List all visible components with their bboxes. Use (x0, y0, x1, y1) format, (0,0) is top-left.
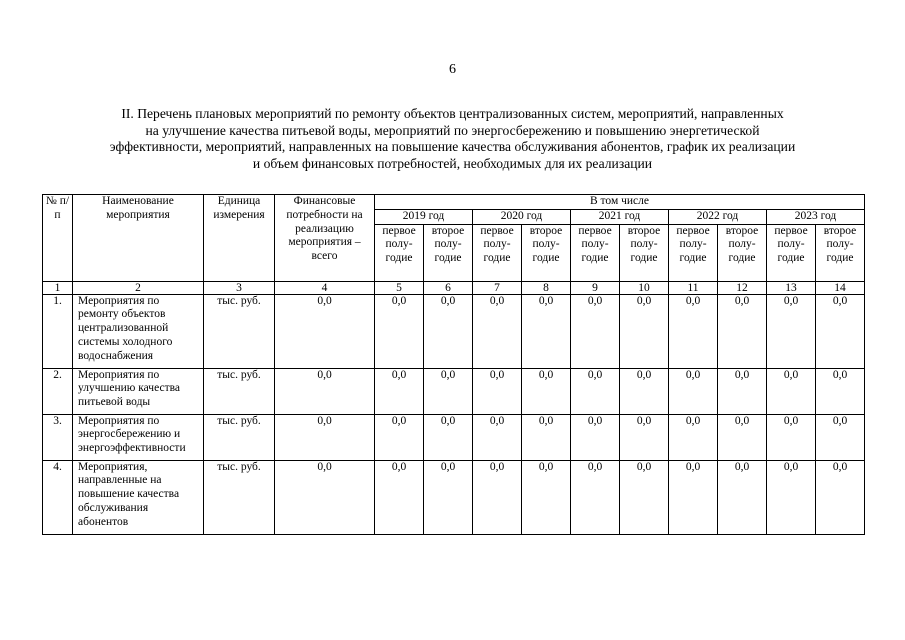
title-line: эффективности, мероприятий, направленных на повышение качества обслуживания абонентов, график их реализации (109, 139, 796, 154)
row-value: 0,0 (275, 414, 375, 460)
header-half-first: первое полу-годие (473, 224, 522, 281)
column-number: 11 (669, 281, 718, 294)
row-unit: тыс. руб. (204, 460, 275, 534)
row-unit: тыс. руб. (204, 294, 275, 368)
column-number: 13 (767, 281, 816, 294)
row-value: 0,0 (375, 368, 424, 414)
header-half-second: второе полу-годие (816, 224, 865, 281)
column-number: 2 (73, 281, 204, 294)
header-num: № п/п (43, 195, 73, 282)
row-value: 0,0 (767, 460, 816, 534)
header-year: 2020 год (473, 209, 571, 224)
title-line: на улучшение качества питьевой воды, мероприятий по энергосбережению и повышению энергетической (145, 122, 760, 138)
row-value: 0,0 (718, 460, 767, 534)
row-value: 0,0 (275, 460, 375, 534)
header-year: 2023 год (767, 209, 865, 224)
row-value: 0,0 (424, 294, 473, 368)
row-value: 0,0 (571, 460, 620, 534)
row-value: 0,0 (767, 368, 816, 414)
header-year: 2019 год (375, 209, 473, 224)
column-number: 12 (718, 281, 767, 294)
column-number: 10 (620, 281, 669, 294)
title-line: и объем финансовых потребностей, необходимых для их реализации (252, 155, 653, 171)
row-value: 0,0 (571, 414, 620, 460)
title-line: II. Перечень плановых мероприятий по ремонту объектов централизованных систем, мероприятий, направленных (121, 106, 784, 121)
row-value: 0,0 (375, 294, 424, 368)
row-value: 0,0 (424, 414, 473, 460)
row-number: 4. (43, 460, 73, 534)
row-value: 0,0 (620, 460, 669, 534)
row-value: 0,0 (473, 460, 522, 534)
header-half-first: первое полу-годие (571, 224, 620, 281)
row-value: 0,0 (571, 294, 620, 368)
column-number: 6 (424, 281, 473, 294)
row-value: 0,0 (424, 368, 473, 414)
row-name: Мероприятия по улучшению качества питьевой воды (73, 368, 204, 414)
row-value: 0,0 (718, 414, 767, 460)
header-finance: Финансовые потребности на реализацию мероприятия – всего (275, 195, 375, 282)
row-value: 0,0 (718, 368, 767, 414)
row-value: 0,0 (522, 414, 571, 460)
row-value: 0,0 (275, 368, 375, 414)
row-value: 0,0 (816, 460, 865, 534)
row-value: 0,0 (473, 414, 522, 460)
row-value: 0,0 (473, 368, 522, 414)
plan-table (42, 194, 865, 535)
row-number: 1. (43, 294, 73, 368)
row-value: 0,0 (669, 460, 718, 534)
row-value: 0,0 (816, 294, 865, 368)
row-value: 0,0 (620, 294, 669, 368)
row-name: Мероприятия, направленные на повышение качества обслуживания абонентов (73, 460, 204, 534)
row-value: 0,0 (767, 414, 816, 460)
header-half-second: второе полу-годие (424, 224, 473, 281)
row-name: Мероприятия по ремонту объектов централизованной системы холодного водоснабжения (73, 294, 204, 368)
row-value: 0,0 (473, 294, 522, 368)
row-value: 0,0 (275, 294, 375, 368)
column-number: 14 (816, 281, 865, 294)
column-number: 1 (43, 281, 73, 294)
column-number: 3 (204, 281, 275, 294)
row-value: 0,0 (816, 414, 865, 460)
column-number: 5 (375, 281, 424, 294)
row-unit: тыс. руб. (204, 368, 275, 414)
table-row (43, 414, 865, 460)
header-year: 2021 год (571, 209, 669, 224)
row-number: 3. (43, 414, 73, 460)
row-value: 0,0 (522, 294, 571, 368)
table-row (43, 294, 865, 368)
column-number: 8 (522, 281, 571, 294)
row-value: 0,0 (424, 460, 473, 534)
row-value: 0,0 (669, 414, 718, 460)
document-title (40, 106, 865, 172)
row-value: 0,0 (522, 460, 571, 534)
table-row (43, 368, 865, 414)
header-unit: Единица измерения (204, 195, 275, 282)
row-value: 0,0 (718, 294, 767, 368)
row-value: 0,0 (816, 368, 865, 414)
header-including: В том числе (375, 195, 865, 210)
row-value: 0,0 (620, 368, 669, 414)
row-number: 2. (43, 368, 73, 414)
header-half-first: первое полу-годие (767, 224, 816, 281)
row-value: 0,0 (767, 294, 816, 368)
page-number: 6 (449, 62, 456, 77)
row-value: 0,0 (375, 414, 424, 460)
column-number: 7 (473, 281, 522, 294)
column-number: 4 (275, 281, 375, 294)
header-half-second: второе полу-годие (718, 224, 767, 281)
table-row (43, 460, 865, 534)
header-half-first: первое полу-годие (669, 224, 718, 281)
header-name: Наименование мероприятия (73, 195, 204, 282)
row-value: 0,0 (620, 414, 669, 460)
row-value: 0,0 (669, 368, 718, 414)
row-value: 0,0 (522, 368, 571, 414)
row-value: 0,0 (669, 294, 718, 368)
header-half-second: второе полу-годие (522, 224, 571, 281)
row-value: 0,0 (375, 460, 424, 534)
row-name: Мероприятия по энергосбережению и энергоэффективности (73, 414, 204, 460)
header-year: 2022 год (669, 209, 767, 224)
row-value: 0,0 (571, 368, 620, 414)
header-half-first: первое полу-годие (375, 224, 424, 281)
column-number: 9 (571, 281, 620, 294)
header-half-second: второе полу-годие (620, 224, 669, 281)
row-unit: тыс. руб. (204, 414, 275, 460)
